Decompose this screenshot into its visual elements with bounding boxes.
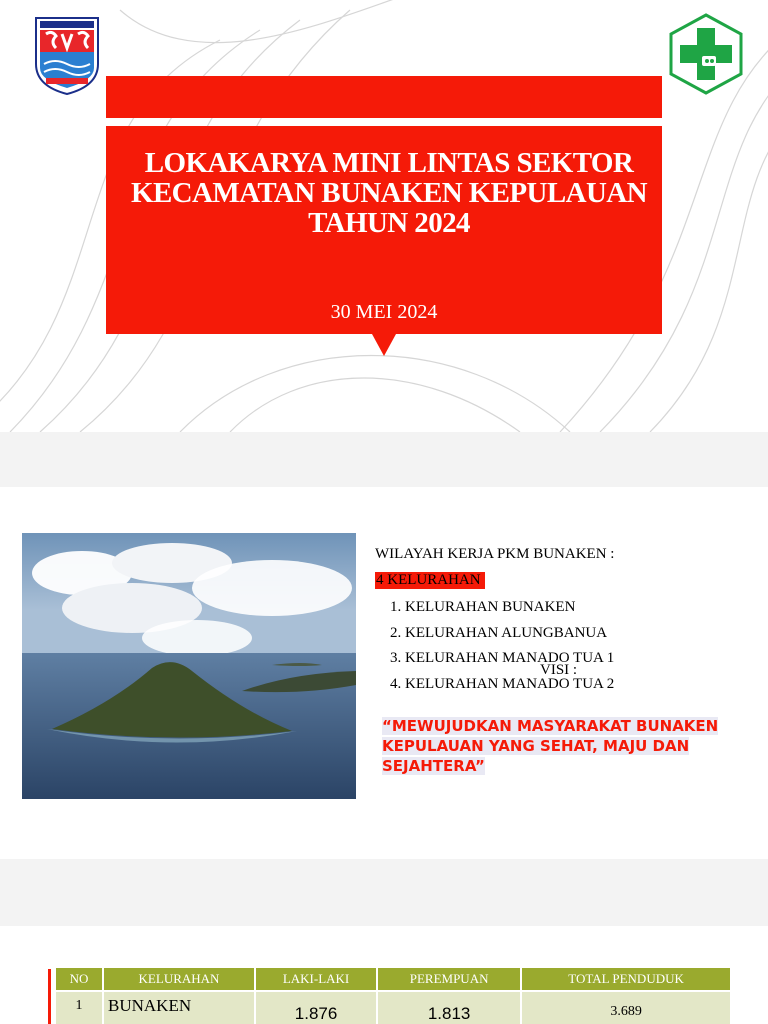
- population-table: [56, 968, 732, 1024]
- title-slide: [0, 0, 768, 432]
- cell-no: 1: [56, 991, 103, 1024]
- table-accent-mark: [48, 969, 51, 1024]
- bunaken-island-photo: [22, 533, 356, 799]
- kota-manado-emblem: [32, 12, 102, 96]
- population-slide: [0, 926, 768, 1024]
- list-item: 4. KELURAHAN MANADO TUA 2: [390, 675, 615, 692]
- header-total: TOTAL PENDUDUK: [521, 968, 731, 991]
- table-header-row: [56, 968, 731, 991]
- table-row: [56, 991, 731, 1024]
- kelurahan-count-label: 4 KELURAHAN: [375, 572, 485, 589]
- visi-label: VISI :: [540, 662, 578, 678]
- kelurahan-list: [390, 597, 614, 699]
- header-kelurahan: KELURAHAN: [103, 968, 255, 991]
- slide-date: 30 MEI 2024: [330, 301, 438, 323]
- header-laki: LAKI-LAKI: [255, 968, 377, 991]
- banner-pointer: [372, 334, 396, 356]
- cell-kelurahan: BUNAKEN: [103, 991, 255, 1024]
- puskesmas-logo: [668, 12, 744, 96]
- header-accent-bar: [106, 76, 662, 118]
- visi-statement: [382, 716, 752, 776]
- wilayah-title: WILAYAH KERJA PKM BUNAKEN :: [375, 546, 615, 562]
- cell-total: 3.689: [521, 991, 731, 1024]
- slide-title: [106, 148, 672, 238]
- header-no: NO: [56, 968, 103, 991]
- visi-text: “MEWUJUDKAN MASYARAKAT BUNAKEN KEPULAUAN YANG SEHAT, MAJU DAN SEJAHTERA”: [382, 717, 719, 775]
- cell-perempuan: 1.813: [377, 991, 521, 1024]
- wilayah-kerja-slide: [0, 487, 768, 859]
- list-item: 1. KELURAHAN BUNAKEN: [390, 599, 576, 615]
- header-perempuan: PEREMPUAN: [377, 968, 521, 991]
- title-line-1: LOKAKARYA MINI LINTAS SEKTOR: [144, 147, 634, 179]
- list-item: 2. KELURAHAN ALUNGBANUA: [390, 624, 608, 641]
- list-item: 3. KELURAHAN MANADO TUA 1: [390, 650, 615, 666]
- title-line-2: KECAMATAN BUNAKEN KEPULAUAN: [130, 177, 647, 209]
- title-line-3: TAHUN 2024: [308, 207, 470, 239]
- cell-laki: 1.876: [255, 991, 377, 1024]
